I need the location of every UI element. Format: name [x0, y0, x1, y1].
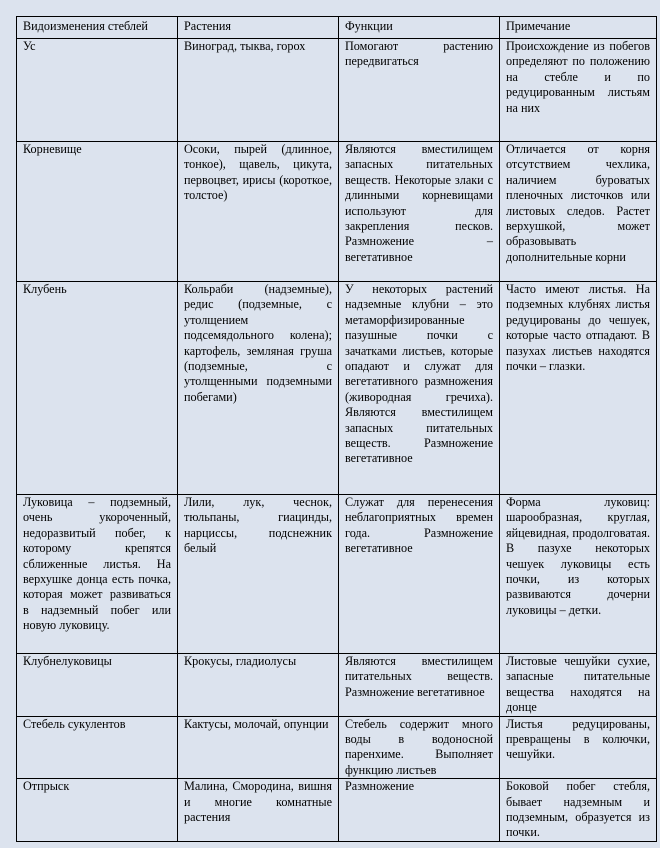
- cell-plants: Малина, Смородина, вишня и многие комнатные растения: [178, 779, 339, 842]
- cell-note: Отличается от корня отсутствием чехлика, наличием буроватых пленочных листочков или листовых следов. Растет верхушкой, может образовывать дополнительные корни: [500, 142, 657, 282]
- table-row: [17, 282, 657, 495]
- cell-plants: Виноград, тыква, горох: [178, 39, 339, 142]
- cell-functions: Являются вместилищем питательных веществ. Размножение вегетативное: [339, 654, 500, 717]
- stem-modifications-table: [16, 16, 657, 842]
- table-row: [17, 716, 657, 779]
- cell-modification: Клубень: [17, 282, 178, 495]
- cell-functions: У некоторых растений надземные клубни – это метаморфизированные пазушные почки с зачатками листьев, которые опадают и служат для вегетативного размножения (живородная гречиха). Являются вместилищем запасных питательных веществ. Размножение вегетативное: [339, 282, 500, 495]
- cell-note: Форма луковиц: шарообразная, круглая, яйцевидная, продолговатая. В пазухе некоторых чешуек луковицы есть почки, из которых развиваются дочерни луковицы – детки.: [500, 495, 657, 654]
- cell-modification: Стебель сукулентов: [17, 716, 178, 779]
- header-plants: Растения: [178, 17, 339, 39]
- table-row: [17, 39, 657, 142]
- cell-plants: Кактусы, молочай, опунции: [178, 716, 339, 779]
- cell-plants: Кольраби (надземные), редис (подземные, с утолщением подсемядольного колена); картофель, земляная груша (подземные, с утолщенными подземными побегами): [178, 282, 339, 495]
- table-row: [17, 142, 657, 282]
- table-row: [17, 495, 657, 654]
- cell-functions: Служат для перенесения неблагоприятных времен года. Размножение вегетативное: [339, 495, 500, 654]
- cell-modification: Корневище: [17, 142, 178, 282]
- cell-note: Боковой побег стебля, бывает надземным и подземным, образуется из почки.: [500, 779, 657, 842]
- cell-functions: Размножение: [339, 779, 500, 842]
- cell-plants: Осоки, пырей (длинное, тонкое), щавель, цикута, первоцвет, ирисы (короткое, толстое): [178, 142, 339, 282]
- header-row: [17, 17, 657, 39]
- cell-functions: Являются вместилищем запасных питательных веществ. Некоторые злаки с длинными корневищами используют для закрепления песков. Размножение – вегетативное: [339, 142, 500, 282]
- table-row: [17, 654, 657, 717]
- cell-plants: Крокусы, гладиолусы: [178, 654, 339, 717]
- cell-plants: Лили, лук, чеснок, тюльпаны, гиацинды, нарциссы, подснежник белый: [178, 495, 339, 654]
- table-body: [17, 39, 657, 842]
- header-modification: Видоизменения стеблей: [17, 17, 178, 39]
- cell-note: Происхождение из побегов определяют по положению на стебле и по редуцированным листьям на них: [500, 39, 657, 142]
- header-functions: Функции: [339, 17, 500, 39]
- cell-note: Часто имеют листья. На подземных клубнях листья редуцированы до чешуек, которые часто отпадают. В пазухах листьев находятся почки – глазки.: [500, 282, 657, 495]
- cell-note: Листовые чешуйки сухие, запасные питательные вещества находятся на донце: [500, 654, 657, 717]
- table-header: [17, 17, 657, 39]
- cell-note: Листья редуцированы, превращены в колючки, чешуйки.: [500, 716, 657, 779]
- cell-modification: Отпрыск: [17, 779, 178, 842]
- cell-modification: Клубнелуковицы: [17, 654, 178, 717]
- cell-functions: Стебель содержит много воды в водоносной паренхиме. Выполняет функцию листьев: [339, 716, 500, 779]
- table-row: [17, 779, 657, 842]
- header-note: Примечание: [500, 17, 657, 39]
- cell-functions: Помогают растению передвигаться: [339, 39, 500, 142]
- cell-modification: Ус: [17, 39, 178, 142]
- cell-modification: Луковица – подземный, очень укороченный, недоразвитый побег, к которому крепятся сближенные листья. На верхушке донца есть почка, которая может развиваться в надземный побег или новую луковицу.: [17, 495, 178, 654]
